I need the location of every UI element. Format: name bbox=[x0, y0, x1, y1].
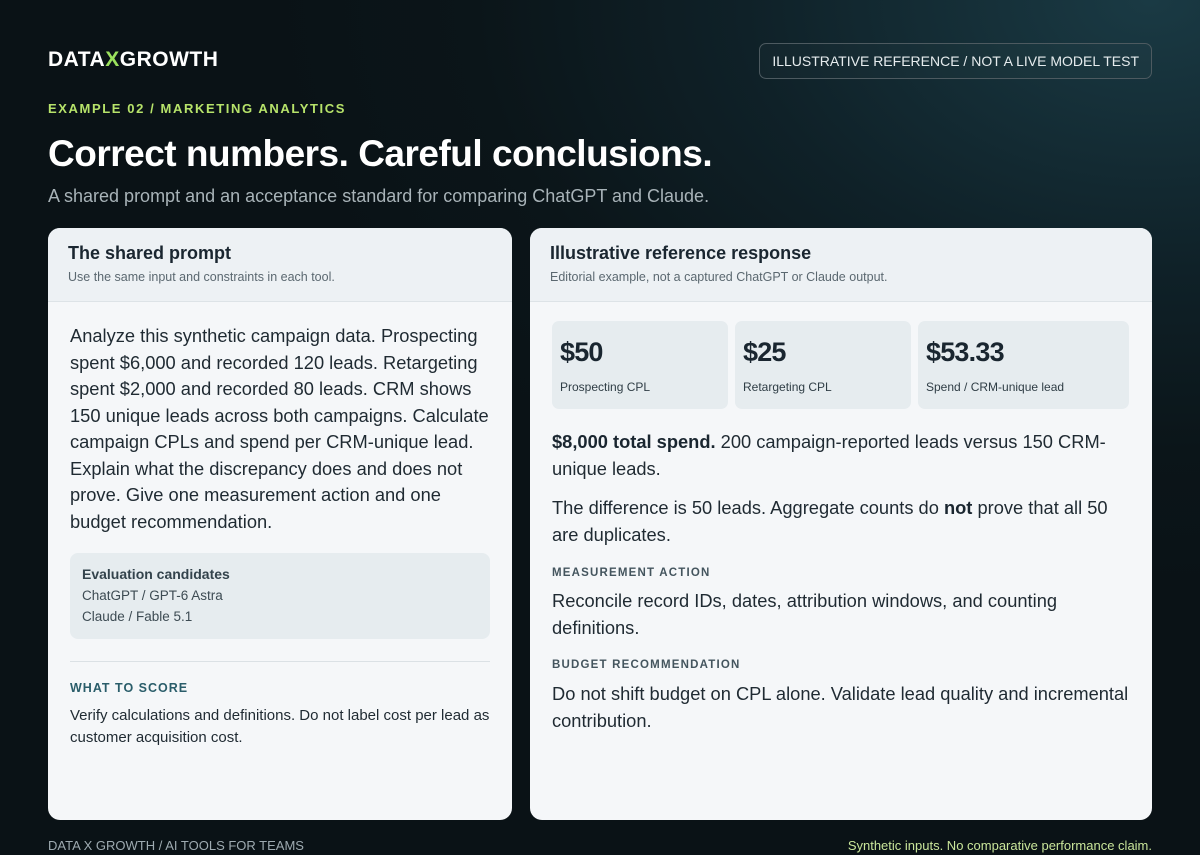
candidates-title: Evaluation candidates bbox=[82, 566, 230, 582]
page-subtitle: A shared prompt and an acceptance standard for comparing ChatGPT and Claude. bbox=[48, 186, 710, 206]
summary-paragraph bbox=[552, 429, 1132, 482]
candidate-item: Claude / Fable 5.1 bbox=[82, 609, 193, 624]
candidate-item: ChatGPT / GPT-6 Astra bbox=[82, 588, 223, 603]
score-text: Verify calculations and definitions. Do not label cost per lead as customer acquisition cost. bbox=[70, 707, 490, 746]
shared-prompt-card bbox=[48, 228, 512, 820]
metric-label: Prospecting CPL bbox=[560, 380, 651, 394]
card-header bbox=[48, 228, 512, 302]
budget-recommendation-label: BUDGET RECOMMENDATION bbox=[552, 659, 741, 671]
metric-value: $50 bbox=[560, 337, 603, 367]
brand-logo bbox=[48, 48, 218, 72]
divider bbox=[70, 661, 490, 662]
brand-part-data: DATA bbox=[48, 48, 106, 71]
discrepancy-bold: not bbox=[943, 497, 973, 518]
discrepancy-paragraph bbox=[552, 495, 1132, 548]
card-title: The shared prompt bbox=[68, 243, 232, 263]
eyebrow-label: EXAMPLE 02 / MARKETING ANALYTICS bbox=[48, 101, 346, 116]
summary-bold: $8,000 total spend. bbox=[552, 431, 716, 452]
reference-response-card bbox=[530, 228, 1152, 820]
page-title: Correct numbers. Careful conclusions. bbox=[48, 133, 713, 174]
budget-recommendation-text: Do not shift budget on CPL alone. Validate lead quality and incremental contribution. bbox=[552, 683, 1129, 731]
metric-label: Retargeting CPL bbox=[743, 380, 832, 394]
footer-brand: DATA X GROWTH / AI TOOLS FOR TEAMS bbox=[48, 838, 304, 853]
prompt-text: Analyze this synthetic campaign data. Prospecting spent $6,000 and recorded 120 leads. Retargeting spent $2,000 and recorded 80 leads. CRM shows 150 unique leads across both campaigns. Calculate campaign CPLs and spend per CRM-unique lead. Explain what the discrepancy does and does not prove. Give one measurement action and one budget recommendation. bbox=[70, 325, 489, 532]
measurement-action-label: MEASUREMENT ACTION bbox=[552, 567, 711, 579]
score-label: WHAT TO SCORE bbox=[70, 681, 189, 695]
brand-part-growth: GROWTH bbox=[119, 48, 219, 71]
metric-label: Spend / CRM-unique lead bbox=[926, 380, 1065, 394]
metrics-row bbox=[552, 321, 1130, 409]
evaluation-candidates-box bbox=[70, 553, 490, 639]
card-title: Illustrative reference response bbox=[550, 243, 812, 263]
metric-spend-per-crm-lead bbox=[918, 321, 1129, 409]
card-header bbox=[530, 228, 1152, 302]
card-description: Use the same input and constraints in each tool. bbox=[68, 270, 335, 284]
summary-rest: 200 campaign-reported leads versus 150 CRM-unique leads. bbox=[552, 431, 1106, 479]
footer-disclaimer: Synthetic inputs. No comparative performance claim. bbox=[847, 838, 1152, 853]
discrepancy-post: prove that all 50 are duplicates. bbox=[552, 497, 1108, 545]
metric-value: $53.33 bbox=[926, 337, 1004, 367]
card-description: Editorial example, not a captured ChatGPT or Claude output. bbox=[550, 270, 888, 284]
measurement-action-text: Reconcile record IDs, dates, attribution windows, and counting definitions. bbox=[552, 590, 1058, 638]
brand-part-x: X bbox=[105, 48, 120, 71]
disclaimer-badge: ILLUSTRATIVE REFERENCE / NOT A LIVE MODEL TEST bbox=[759, 43, 1152, 79]
discrepancy-pre: The difference is 50 leads. Aggregate counts do bbox=[552, 497, 944, 518]
metric-value: $25 bbox=[743, 337, 786, 367]
metric-prospecting-cpl bbox=[552, 321, 728, 409]
metric-retargeting-cpl bbox=[735, 321, 911, 409]
